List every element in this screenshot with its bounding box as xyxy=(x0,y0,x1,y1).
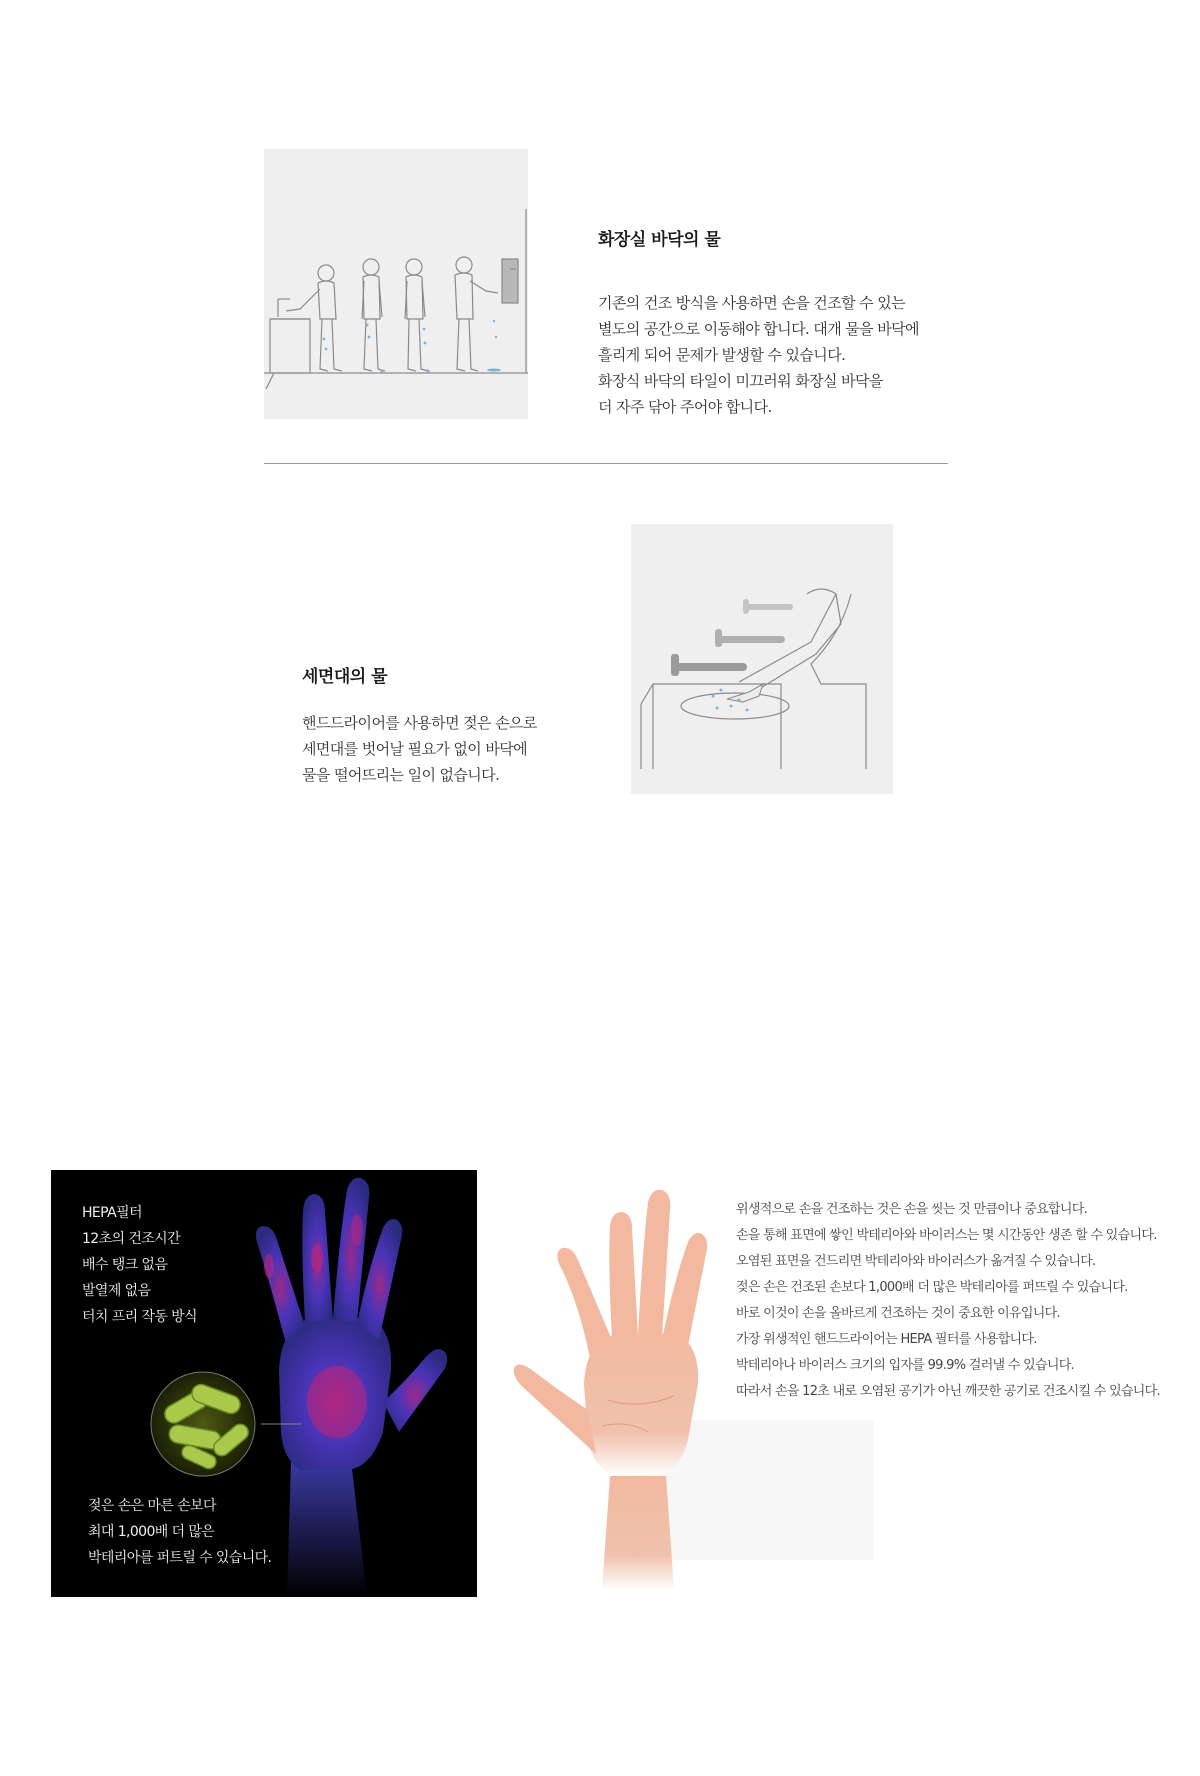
hygiene-line: 가장 위생적인 핸드드라이어는 HEPA 필터를 사용합니다. xyxy=(736,1332,1037,1347)
hygiene-line: 따라서 손을 12초 내로 오염된 공기가 아닌 깨끗한 공기로 건조시킬 수 있습니다. xyxy=(736,1384,1160,1399)
restroom-floor-illustration xyxy=(264,149,528,419)
germ-note-line: 박테리아를 퍼트릴 수 있습니다. xyxy=(88,1550,272,1566)
sink-illustration xyxy=(631,524,893,794)
feature-item: 배수 탱크 없음 xyxy=(82,1257,168,1273)
floor-body-line: 흘리게 되어 문제가 발생할 수 있습니다. xyxy=(598,346,846,364)
people-walking-drawing xyxy=(264,149,528,419)
sink-section-title: 세면대의 물 xyxy=(302,667,388,687)
floor-section-body xyxy=(598,290,919,420)
feature-item: 발열제 없음 xyxy=(82,1283,151,1299)
feature-item: HEPA필터 xyxy=(82,1205,142,1221)
sink-body-line: 핸드드라이어를 사용하면 젖은 손으로 xyxy=(302,714,537,732)
sink-body-line: 물을 떨어뜨리는 일이 없습니다. xyxy=(302,766,500,784)
hygiene-text xyxy=(736,1197,1160,1405)
floor-section-title: 화장실 바닥의 물 xyxy=(598,230,721,250)
feature-list xyxy=(82,1200,197,1330)
sink-body-line: 세면대를 벗어날 필요가 없이 바닥에 xyxy=(302,740,528,758)
floor-body-line: 기존의 건조 방식을 사용하면 손을 건조할 수 있는 xyxy=(598,294,905,312)
sink-section-body xyxy=(302,710,537,788)
section-divider xyxy=(264,463,948,464)
hygiene-line: 젖은 손은 건조된 손보다 1,000배 더 많은 박테리아를 퍼뜨릴 수 있습니다. xyxy=(736,1280,1128,1295)
hygiene-line: 손을 통해 표면에 쌓인 박테리아와 바이러스는 몇 시간동안 생존 할 수 있습니다. xyxy=(736,1228,1157,1243)
germ-note-line: 젖은 손은 마른 손보다 xyxy=(88,1498,216,1514)
floor-body-line: 별도의 공간으로 이동해야 합니다. 대개 물을 바닥에 xyxy=(598,320,919,338)
floor-body-line: 더 자주 닦아 주어야 합니다. xyxy=(598,398,772,416)
hygiene-line: 오염된 표면을 건드리면 박테리아와 바이러스가 옮겨질 수 있습니다. xyxy=(736,1254,1096,1269)
hygiene-line: 바로 이것이 손을 올바르게 건조하는 것이 중요한 이유입니다. xyxy=(736,1306,1060,1321)
germ-note xyxy=(88,1493,271,1571)
germ-note-line: 최대 1,000배 더 많은 xyxy=(88,1524,215,1540)
hygiene-line: 박테리아나 바이러스 크기의 입자를 99.9% 걸러낼 수 있습니다. xyxy=(736,1358,1074,1373)
floor-body-line: 화장식 바닥의 타일이 미끄러워 화장실 바닥을 xyxy=(598,372,883,390)
feature-item: 12초의 건조시간 xyxy=(82,1231,181,1247)
hygiene-line: 위생적으로 손을 건조하는 것은 손을 씻는 것 만큼이나 중요합니다. xyxy=(736,1202,1088,1217)
hand-under-dryer-drawing xyxy=(631,524,893,794)
uv-hand-panel xyxy=(51,1170,477,1597)
feature-item: 터치 프리 작동 방식 xyxy=(82,1309,197,1325)
